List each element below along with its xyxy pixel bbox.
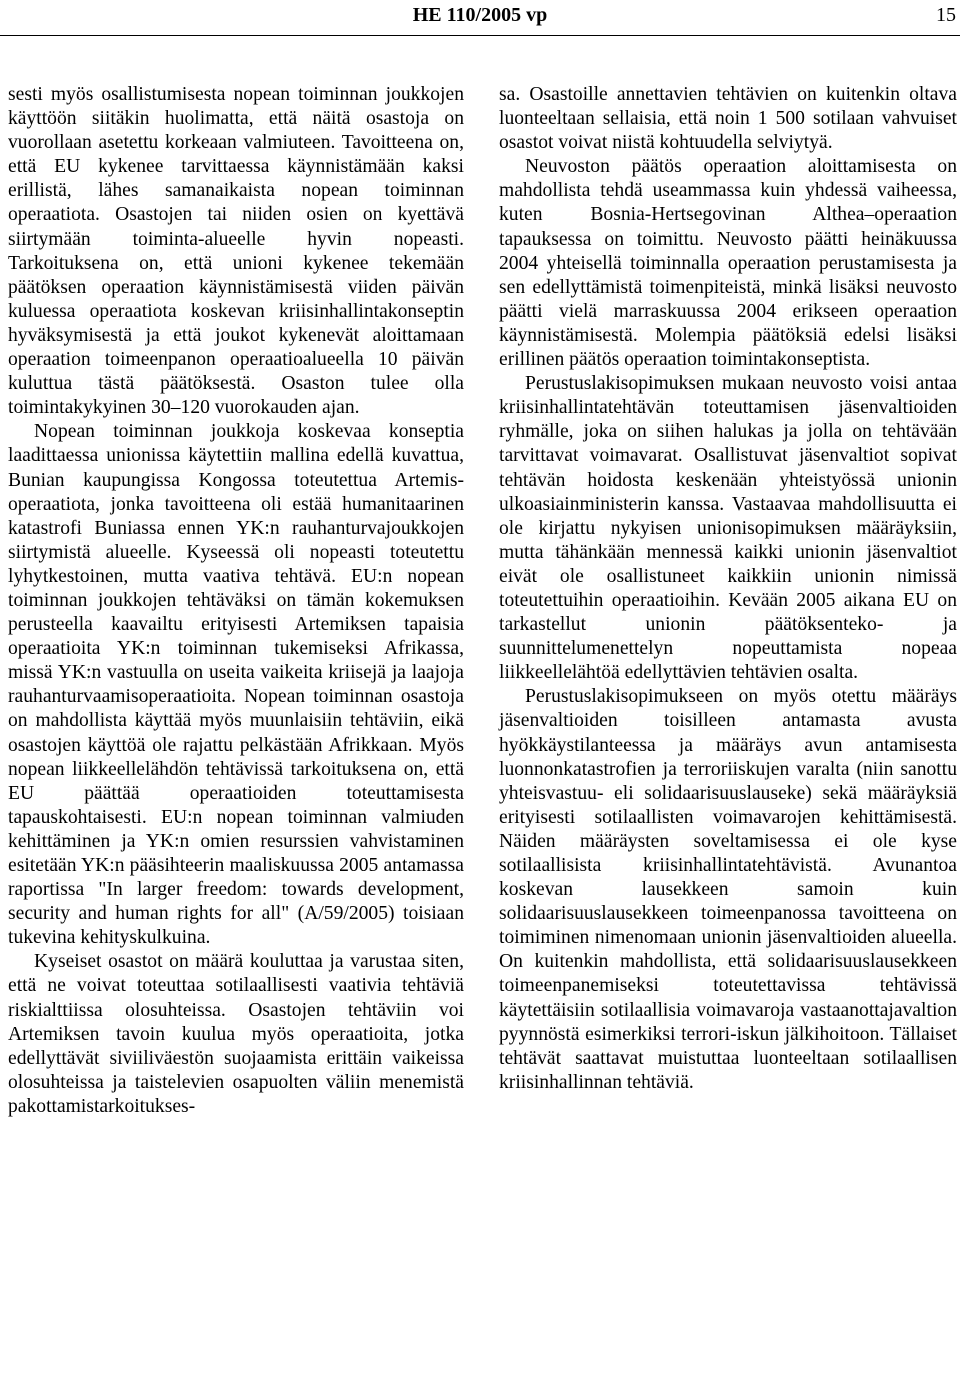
paragraph: Perustuslakisopimukseen on myös otettu määräys jäsenvaltioiden toisilleen antamasta avusta hyökkäystilanteessa ja määräys avun antamisesta luonnonkatastrofien ja terroriiskujen varalta (niin sanottu yhteisvastuu- eli solidaarisuuslauseke) sekä määräyksiä erityisesti sotilaallisten voimavarojen kehittämisestä. Näiden määräysten soveltamisessa ei ole kyse sotilaallisista kriisinhallintatehtävistä. Avunantoa koskevan lausekkeen samoin kuin solidaarisuuslausekkeen toimeenpanossa tavoitteena on toimiminen nimenomaan unionin jäsenvaltioiden alueella. On kuitenkin mahdollista, että solidaarisuuslausekkeen toimeenpanemiseksi toteutettavissa tehtävissä käytettäisiin sotilaallisia voimavaroja vastaanottajavaltion pyynnöstä esimerkiksi terrori-iskun jälkihoitoon. Tällaiset tehtävät saattavat muistuttaa luonteeltaan sotilaallisen kriisinhallinnan tehtäviä.	[499, 686, 957, 1093]
paragraph-continued: sesti myös osallistumisesta nopean toiminnan joukkojen käyttöön siitäkin huolimatta, että näitä osastoja on vuorollaan asetettu korkeaan valmiuteen. Tavoitteena on, että EU kykenee tarvittaessa käynnistämään kaksi erillistä, lähes samanaikaista nopean toiminnan operaatiota. Osastojen tai niiden osien on kyettävä siirtymään toiminta-alueelle hyvin nopeasti. Tarkoituksena on, että unioni kykenee tekemään päätöksen operaation käynnistämisestä viiden päivän kuluessa operaatiota koskevan kriisinhallintakonseptin hyväksymisestä ja että joukot kykenevät aloittamaan operaation toimeenpanon operaatioalueella 10 päivän kuluttua tästä päätöksestä. Osaston tulee olla toimintakykyinen 30–120 vuorokauden ajan.	[8, 84, 464, 419]
paragraph: Kyseiset osastot on määrä kouluttaa ja varustaa siten, että ne voivat toteuttaa sotilaallisesti vaativia tehtäviä riskialttiissa olosuhteissa. Osastojen tehtäviin voi Artemiksen tavoin kuulua myös operaatioita, jotka edellyttävät siviiliväestön suojaamista erittäin vaikeissa olosuhteissa ja taistelevien osapuolten väliin menemistä pakottamistarkoitukses-	[8, 951, 464, 1117]
right-column	[499, 83, 957, 1095]
paragraph: Neuvoston päätös operaation aloittamisesta on mahdollista tehdä useammassa kuin yhdessä vaiheessa, kuten Bosnia-Hertsegovinan Althea–operaation tapauksessa on toimittu. Neuvosto päätti heinäkuussa 2004 yhteisellä toiminnalla operaation perustamisesta ja sen edellyttämistä toimenpiteistä, minkä lisäksi neuvosto päätti vielä marraskuussa 2004 erikseen operaation käynnistämisestä. Molempia päätöksiä edelsi lisäksi erillinen päätös operaation toimintakonseptista.	[499, 156, 957, 371]
page-number: 15	[936, 4, 956, 26]
page-header	[0, 0, 960, 36]
paragraph: Nopean toiminnan joukkoja koskevaa konseptia laadittaessa unionissa käytettiin mallina edellä kuvattua, Bunian kaupungissa Kongossa toteutettua Artemis-operaatiota, jonka tavoitteena oli estää humanitaarinen katastrofi Buniassa ennen YK:n rauhanturvajoukkojen siirtymistä alueelle. Kyseessä oli nopeasti toteutettu lyhytkestoinen, mutta vaativa tehtävä. EU:n nopean toiminnan joukkojen tehtäväksi on tämän kokemuksen perusteella kaavailtu erityisesti Artemiksen tapaisia operaatioita YK:n toiminnan tukemiseksi Afrikassa, missä YK:n vastuulla on useita vaikeita kriisejä ja laajoja rauhanturvaamisoperaatioita. Nopean toiminnan osastoja on mahdollista käyttää myös muunlaisiin tehtäviin, eikä osastojen käyttöä ole rajattu pelkästään Afrikkaan. Myös nopean liikkeellelähdön tehtävissä tarkoituksena on, että EU päättää operaatioiden toteuttamisesta tapauskohtaisesti. EU:n nopean toiminnan valmiuden kehittäminen ja YK:n omien resurssien vahvistaminen esitetään YK:n pääsihteerin maaliskuussa 2005 antamassa raportissa "In larger freedom: towards development, security and human rights for all" (A/59/2005) toisiaan tukevina kehityskulkuina.	[8, 421, 464, 949]
paragraph-continued: sa. Osastoille annettavien tehtävien on kuitenkin oltava luonteeltaan sellaisia, että noin 1 500 sotilaan vahvuiset osastot voivat niistä kohtuudella selviytyä.	[499, 84, 957, 154]
header-divider	[0, 35, 960, 36]
left-column	[8, 83, 464, 1119]
document-title: HE 110/2005 vp	[412, 4, 548, 26]
paragraph: Perustuslakisopimuksen mukaan neuvosto voisi antaa kriisinhallintatehtävän toteuttamisen jäsenvaltioiden ryhmälle, joka on siihen halukas ja jolla on tehtävään tarvittavat voimavarat. Osallistuvat jäsenvaltiot sopivat tehtävän hoidosta keskenään yhteistyössä unionin ulkoasiainministerin kanssa. Vastaavaa mahdollisuutta ei ole kirjattu nykyisen unionisopimuksen määräyksiin, mutta tähänkään mennessä kaikki unionin jäsenvaltiot eivät ole osallistuneet kaikkiin unionin nimissä toteutettuihin operaatioihin. Kevään 2005 aikana EU on tarkastellut unionin päätöksenteko- ja suunnittelumenettelyn nopeuttamista nopeaa liikkeellelähtöä edellyttävien tehtävien osalta.	[499, 373, 957, 684]
